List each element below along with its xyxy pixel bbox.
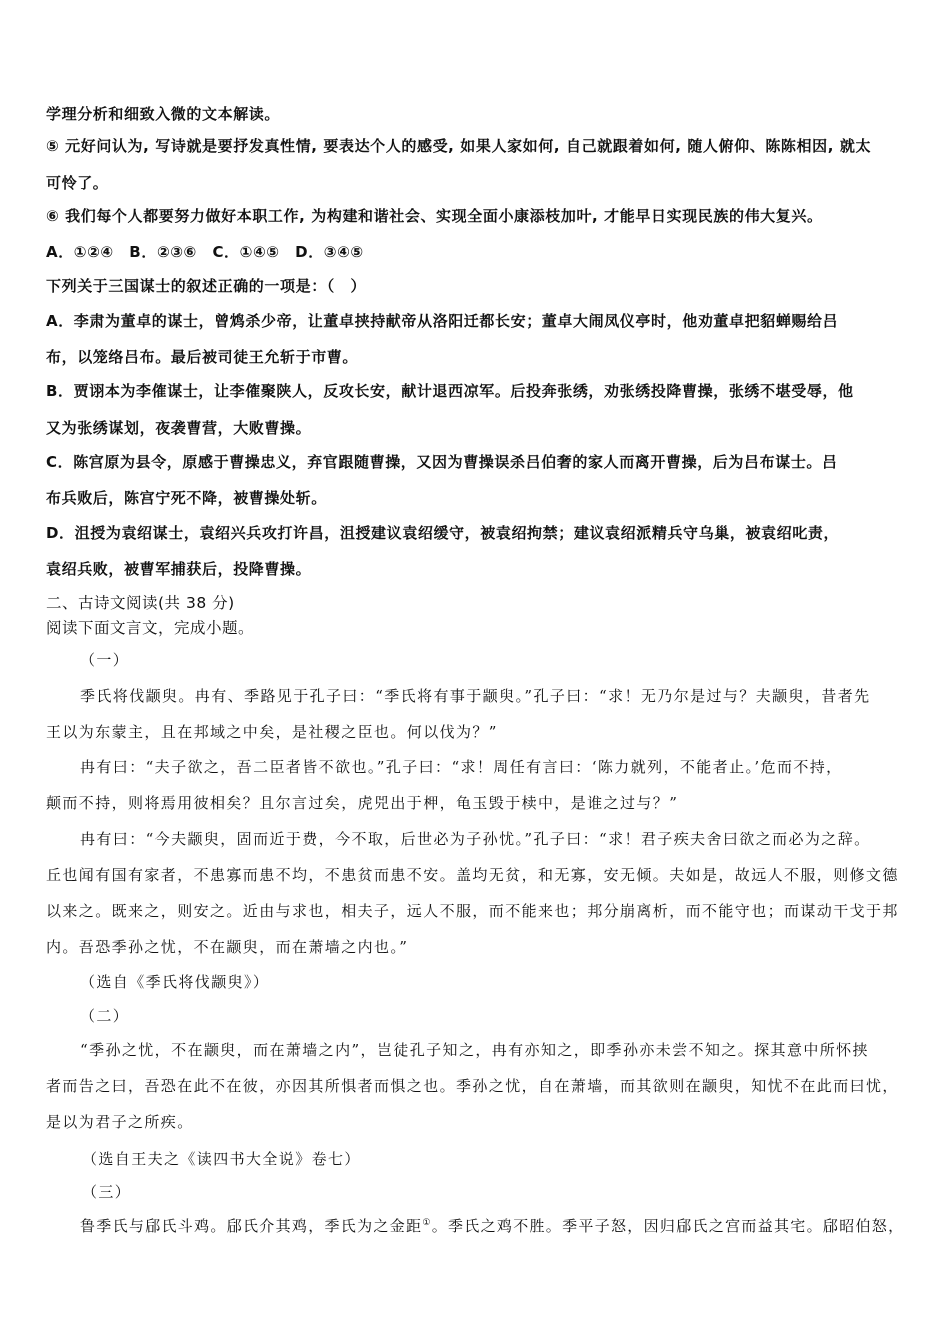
option-d-cont: 袁绍兵败，被曹军捕获后，投降曹操。 bbox=[46, 560, 312, 578]
passage-1-para-3-cont: 内。吾恐季孙之忧，不在颛臾，而在萧墙之内也。” bbox=[46, 938, 409, 956]
passage-2-para-1-cont: 是以为君子之所疾。 bbox=[46, 1113, 194, 1131]
option-d: D．沮授为袁绍谋士，袁绍兴兵攻打许昌，沮授建议袁绍缓守，被袁绍拘禁；建议袁绍派精兵守乌巢，被袁绍叱责， bbox=[46, 524, 840, 542]
passage-1-source: （选自《季氏将伐颛臾》） bbox=[80, 973, 270, 991]
passage-1-para-1: 季氏将伐颛臾。冉有、季路见于孔子曰：“季氏将有事于颛臾。”孔子曰：“求！无乃尔是过与？夫颛臾，昔者先 bbox=[80, 687, 871, 705]
option-a: A．李肃为董卓的谋士，曾鸩杀少帝，让董卓挟持献帝从洛阳迁都长安；董卓大闹凤仪亭时，他劝董卓把貂蝉赐给吕 bbox=[46, 312, 839, 330]
text-line: 学理分析和细致入微的文本解读。 bbox=[46, 105, 281, 123]
passage-1-para-2: 冉有曰：“夫子欲之，吾二臣者皆不欲也。”孔子曰：“求！周任有言曰：‘陈力就列，不能者止。’危而不持， bbox=[80, 758, 843, 776]
option-c: C．陈宫原为县令，原感于曹操忠义，弃官跟随曹操，又因为曹操误杀吕伯奢的家人而离开曹操，后为吕布谋士。吕 bbox=[46, 453, 838, 471]
item-5: ⑤ 元好问认为, 写诗就是要抒发真性情, 要表达个人的感受, 如果人家如何, 自己就跟着如何, 随人俯仰、陈陈相因, 就太 bbox=[46, 137, 872, 155]
option-a-cont: 布，以笼络吕布。最后被司徒王允斩于市曹。 bbox=[46, 348, 359, 366]
passage-3-para-1 bbox=[80, 1216, 908, 1236]
passage-3-text: 鲁季氏与郈氏斗鸡。郈氏介其鸡，季氏为之金距 bbox=[80, 1217, 423, 1235]
passage-1-para-2-cont: 颠而不持，则将焉用彼相矣？且尔言过矣，虎兕出于柙，龟玉毁于椟中，是谁之过与？” bbox=[46, 794, 679, 812]
section-heading: 二、古诗文阅读(共 38 分) bbox=[46, 594, 235, 612]
item-6: ⑥ 我们每个人都要努力做好本职工作, 为构建和谐社会、实现全面小康添枝加叶, 才能早日实现民族的伟大复兴。 bbox=[46, 207, 823, 225]
passage-2-para-1-cont: 者而告之曰，吾恐在此不在彼，亦因其所惧者而惧之也。季孙之忧，自在萧墙，而其欲则在颛臾，知忧不在此而曰忧， bbox=[46, 1077, 899, 1095]
passage-3-text: 。季氏之鸡不胜。季平子怒，因归郈氏之宫而益其宅。郈昭伯怒， bbox=[431, 1217, 905, 1235]
passage-2-para-1: “季孙之忧，不在颛臾，而在萧墙之内”，岂徒孔子知之，冉有亦知之，即季孙亦未尝不知之。探其意中所怀挟 bbox=[80, 1041, 869, 1059]
item-5-cont: 可怜了。 bbox=[46, 174, 109, 192]
question-stem: 下列关于三国谋士的叙述正确的一项是：（ ） bbox=[46, 277, 367, 295]
passage-1-para-3-cont: 以来之。既来之，则安之。近由与求也，相夫子，远人不服，而不能来也；邦分崩离析，而不能守也；而谋动干戈于邦 bbox=[46, 902, 899, 920]
option-c-cont: 布兵败后，陈宫宁死不降，被曹操处斩。 bbox=[46, 489, 327, 507]
option-b: B．贾诩本为李傕谋士，让李傕聚陕人，反攻长安，献计退西凉军。后投奔张绣，劝张绣投降曹操，张绣不堪受辱，他 bbox=[46, 382, 854, 400]
section-instruction: 阅读下面文言文，完成小题。 bbox=[46, 619, 255, 637]
passage-label-1: （一） bbox=[80, 651, 130, 669]
passage-label-2: （二） bbox=[80, 1007, 130, 1025]
passage-2-source: （选自王夫之《读四书大全说》卷七） bbox=[82, 1150, 361, 1168]
footnote-marker[interactable]: ① bbox=[422, 1218, 432, 1228]
passage-1-para-3-cont: 丘也闻有国有家者，不患寡而患不均，不患贫而患不安。盖均无贫，和无寡，安无倾。夫如是，故远人不服，则修文德 bbox=[46, 866, 899, 884]
answer-options: A．①②④ B．②③⑥ C．①④⑤ D．③④⑤ bbox=[46, 243, 364, 261]
passage-1-para-1-cont: 王以为东蒙主，且在邦域之中矣，是社稷之臣也。何以伐为？” bbox=[46, 723, 498, 741]
option-b-cont: 又为张绣谋划，夜袭曹营，大败曹操。 bbox=[46, 419, 312, 437]
passage-label-3: （三） bbox=[82, 1183, 132, 1201]
passage-1-para-3: 冉有曰：“今夫颛臾，固而近于费，今不取，后世必为子孙忧。”孔子曰：“求！君子疾夫舍曰欲之而必为之辞。 bbox=[80, 830, 871, 848]
